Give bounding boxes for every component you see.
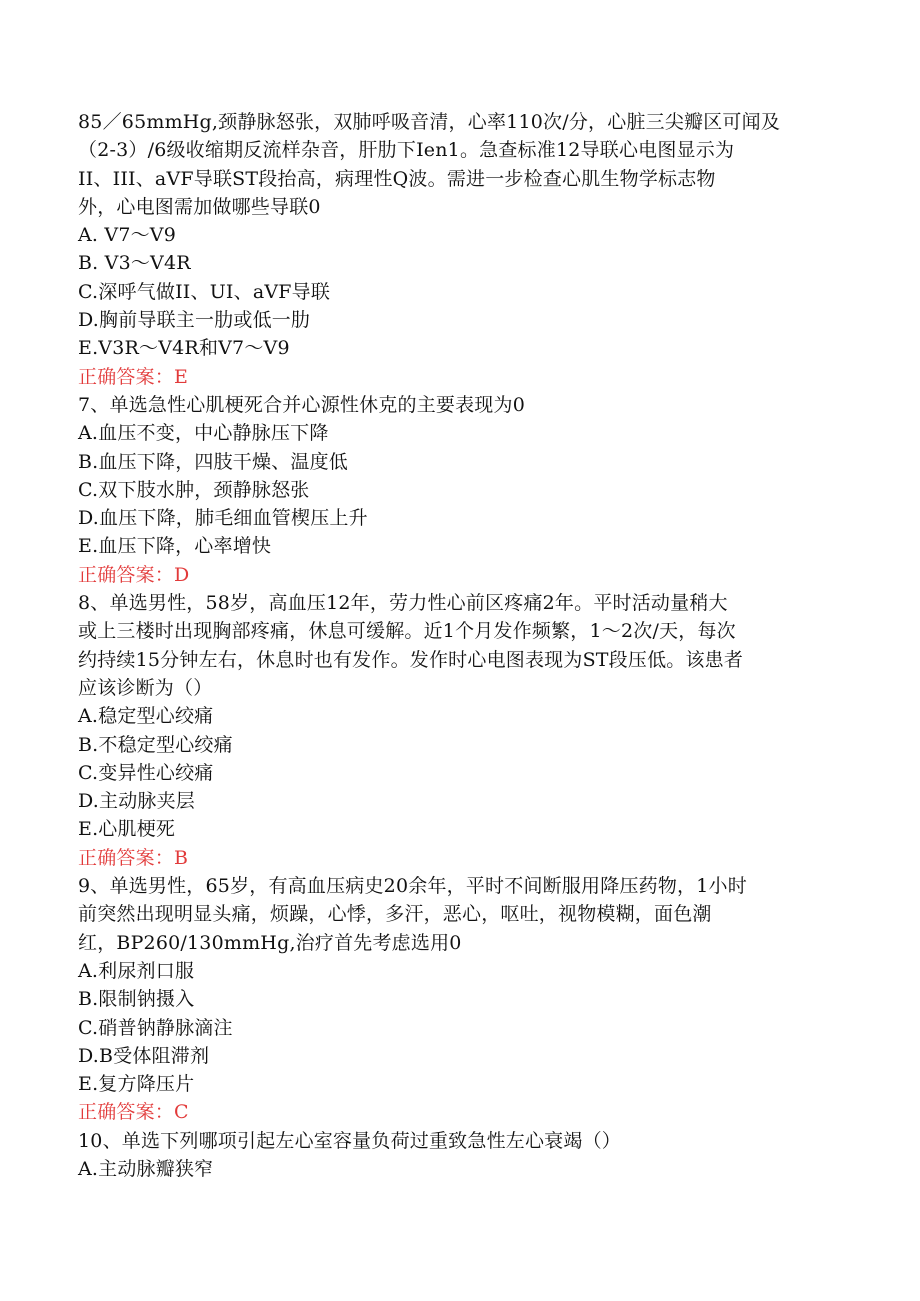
- question-7-option-d: D.血压下降，肺毛细血管楔压上升: [78, 507, 368, 530]
- question-9-option-d: D.B受体阻滞剂: [78, 1044, 210, 1067]
- question-8-stem-line-3: 约持续15分钟左右，休息时也有发作。发作时心电图表现为ST段压低。该患者: [78, 648, 744, 671]
- answer-value: E: [174, 365, 189, 388]
- answer-value: D: [174, 563, 190, 586]
- question-9: [78, 872, 838, 1127]
- question-10-stem-line-1: 10、单选下列哪项引起左心室容量负荷过重致急性左心衰竭（）: [78, 1129, 621, 1152]
- question-6-option-a: A. V7～V9: [78, 224, 177, 247]
- answer-label: 正确答案：: [78, 846, 175, 869]
- question-8-option-c: C.变异性心绞痛: [78, 761, 214, 784]
- answer-label: 正确答案：: [78, 1101, 175, 1124]
- question-8: [78, 589, 838, 872]
- question-9-stem-line-2: 前突然出现明显头痛，烦躁，心悸，多汗，恶心，呕吐，视物模糊，面色潮: [78, 903, 712, 926]
- question-10: [78, 1127, 838, 1184]
- question-8-stem-line-4: 应该诊断为（）: [78, 676, 213, 699]
- question-9-option-e: E.复方降压片: [78, 1073, 195, 1096]
- answer-label: 正确答案：: [78, 365, 175, 388]
- question-6-stem-line-2: （2-3）/6级收缩期反流样杂音，肝肋下Ien1。急查标准12导联心电图显示为: [78, 139, 735, 162]
- question-8-option-b: B.不稳定型心绞痛: [78, 733, 233, 756]
- question-7-option-b: B.血压下降，四肢干燥、温度低: [78, 450, 349, 473]
- question-7-answer: [78, 561, 838, 589]
- question-8-option-e: E.心肌梗死: [78, 818, 176, 841]
- answer-value: B: [174, 846, 189, 869]
- question-6-stem-line-3: II、III、aVF导联ST段抬高，病理性Q波。需进一步检查心肌生物学标志物: [78, 167, 716, 190]
- question-10-option-a: A.主动脉瓣狭窄: [78, 1157, 214, 1180]
- question-8-answer: [78, 844, 838, 872]
- question-7-option-a: A.血压不变，中心静脉压下降: [78, 422, 329, 445]
- question-7: [78, 391, 838, 589]
- question-6: [78, 108, 838, 391]
- question-6-option-e: E.V3R～V4R和V7～V9: [78, 337, 290, 360]
- question-9-stem-line-1: 9、单选男性，65岁，有高血压病史20余年，平时不间断服用降压药物，1小时: [78, 875, 747, 898]
- question-6-option-d: D.胸前导联主一肋或低一肋: [78, 309, 311, 332]
- answer-value: C: [174, 1101, 189, 1124]
- document-page: [78, 108, 838, 1183]
- question-6-option-b: B. V3～V4R: [78, 252, 191, 275]
- question-9-option-c: C.硝普钠静脉滴注: [78, 1016, 233, 1039]
- question-8-stem-line-1: 8、单选男性，58岁，高血压12年，劳力性心前区疼痛2年。平时活动量稍大: [78, 592, 728, 615]
- question-9-answer: [78, 1098, 838, 1126]
- question-9-stem-line-3: 红，BP260/130mmHg,治疗首先考虑选用0: [78, 931, 462, 954]
- question-6-stem-line-1: 85／65mmHg,颈静脉怒张，双肺呼吸音清，心率110次/分，心脏三尖瓣区可闻及: [78, 111, 781, 133]
- question-6-stem-line-4: 外，心电图需加做哪些导联0: [78, 195, 321, 218]
- answer-label: 正确答案：: [78, 563, 175, 586]
- question-8-option-d: D.主动脉夹层: [78, 790, 195, 813]
- question-8-stem-line-2: 或上三楼时出现胸部疼痛，休息可缓解。近1个月发作频繁，1～2次/天，每次: [78, 620, 736, 643]
- question-6-option-c: C.深呼气做II、UI、aVF导联: [78, 280, 331, 303]
- question-7-stem-line-1: 7、单选急性心肌梗死合并心源性休克的主要表现为0: [78, 393, 525, 416]
- question-7-option-e: E.血压下降，心率增快: [78, 535, 272, 558]
- question-7-option-c: C.双下肢水肿，颈静脉怒张: [78, 478, 310, 501]
- question-9-option-b: B.限制钠摄入: [78, 988, 195, 1011]
- question-6-answer: [78, 363, 838, 391]
- question-8-option-a: A.稳定型心绞痛: [78, 705, 214, 728]
- question-9-option-a: A.利尿剂口服: [78, 959, 195, 982]
